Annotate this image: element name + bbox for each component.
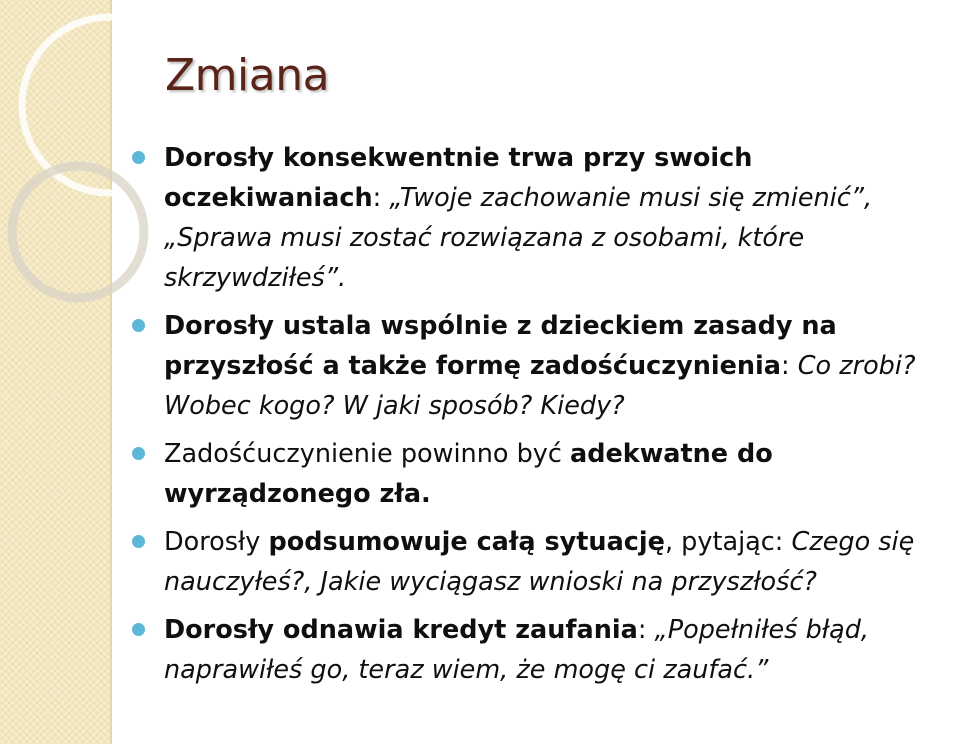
bullet-text-bold: adekwatne do wyrządzonego zła. xyxy=(164,439,773,509)
bullet-item xyxy=(132,434,952,514)
bullet-dot-icon xyxy=(132,623,145,636)
bullet-item xyxy=(132,138,952,298)
bullet-item xyxy=(132,306,952,426)
bullet-text-italic: Co zrobi? Wobec kogo? W jaki sposób? Kiedy? xyxy=(164,351,916,421)
bullet-text: , pytając: xyxy=(664,527,792,557)
bullet-text: : xyxy=(372,183,390,213)
bullet-text-bold: podsumowuje całą sytuację xyxy=(268,527,665,557)
bullet-dot-icon xyxy=(132,535,145,548)
bullet-text-italic: Czego się nauczyłeś?, Jakie wyciągasz wnioski na przyszłość? xyxy=(164,527,915,597)
bullet-text-bold: Dorosły konsekwentnie trwa przy swoich oczekiwaniach xyxy=(164,143,753,213)
slide-title: Zmiana xyxy=(165,50,330,101)
bullet-text: : xyxy=(781,351,798,381)
bullet-text: : xyxy=(637,615,655,645)
bullet-text-bold: Dorosły odnawia kredyt zaufania xyxy=(164,615,638,645)
bullet-text-italic: „Popełniłeś błąd, naprawiłeś go, teraz wiem, że mogę ci zaufać.” xyxy=(164,615,869,685)
bullet-dot-icon xyxy=(132,319,145,332)
bullet-dot-icon xyxy=(132,447,145,460)
bullet-list xyxy=(132,138,952,698)
bullet-dot-icon xyxy=(132,151,145,164)
bullet-text-bold: Dorosły ustala wspólnie z dzieckiem zasady na przyszłość a także formę zadośćuczynienia xyxy=(164,311,837,381)
bullet-text-italic: „Twoje zachowanie musi się zmienić”, „Sprawa musi zostać rozwiązana z osobami, które skrzywdziłeś”. xyxy=(164,183,873,293)
bullet-item xyxy=(132,522,952,602)
bullet-text: Dorosły xyxy=(164,527,269,557)
bullet-text: Zadośćuczynienie powinno być xyxy=(164,439,570,469)
bullet-item xyxy=(132,610,952,690)
